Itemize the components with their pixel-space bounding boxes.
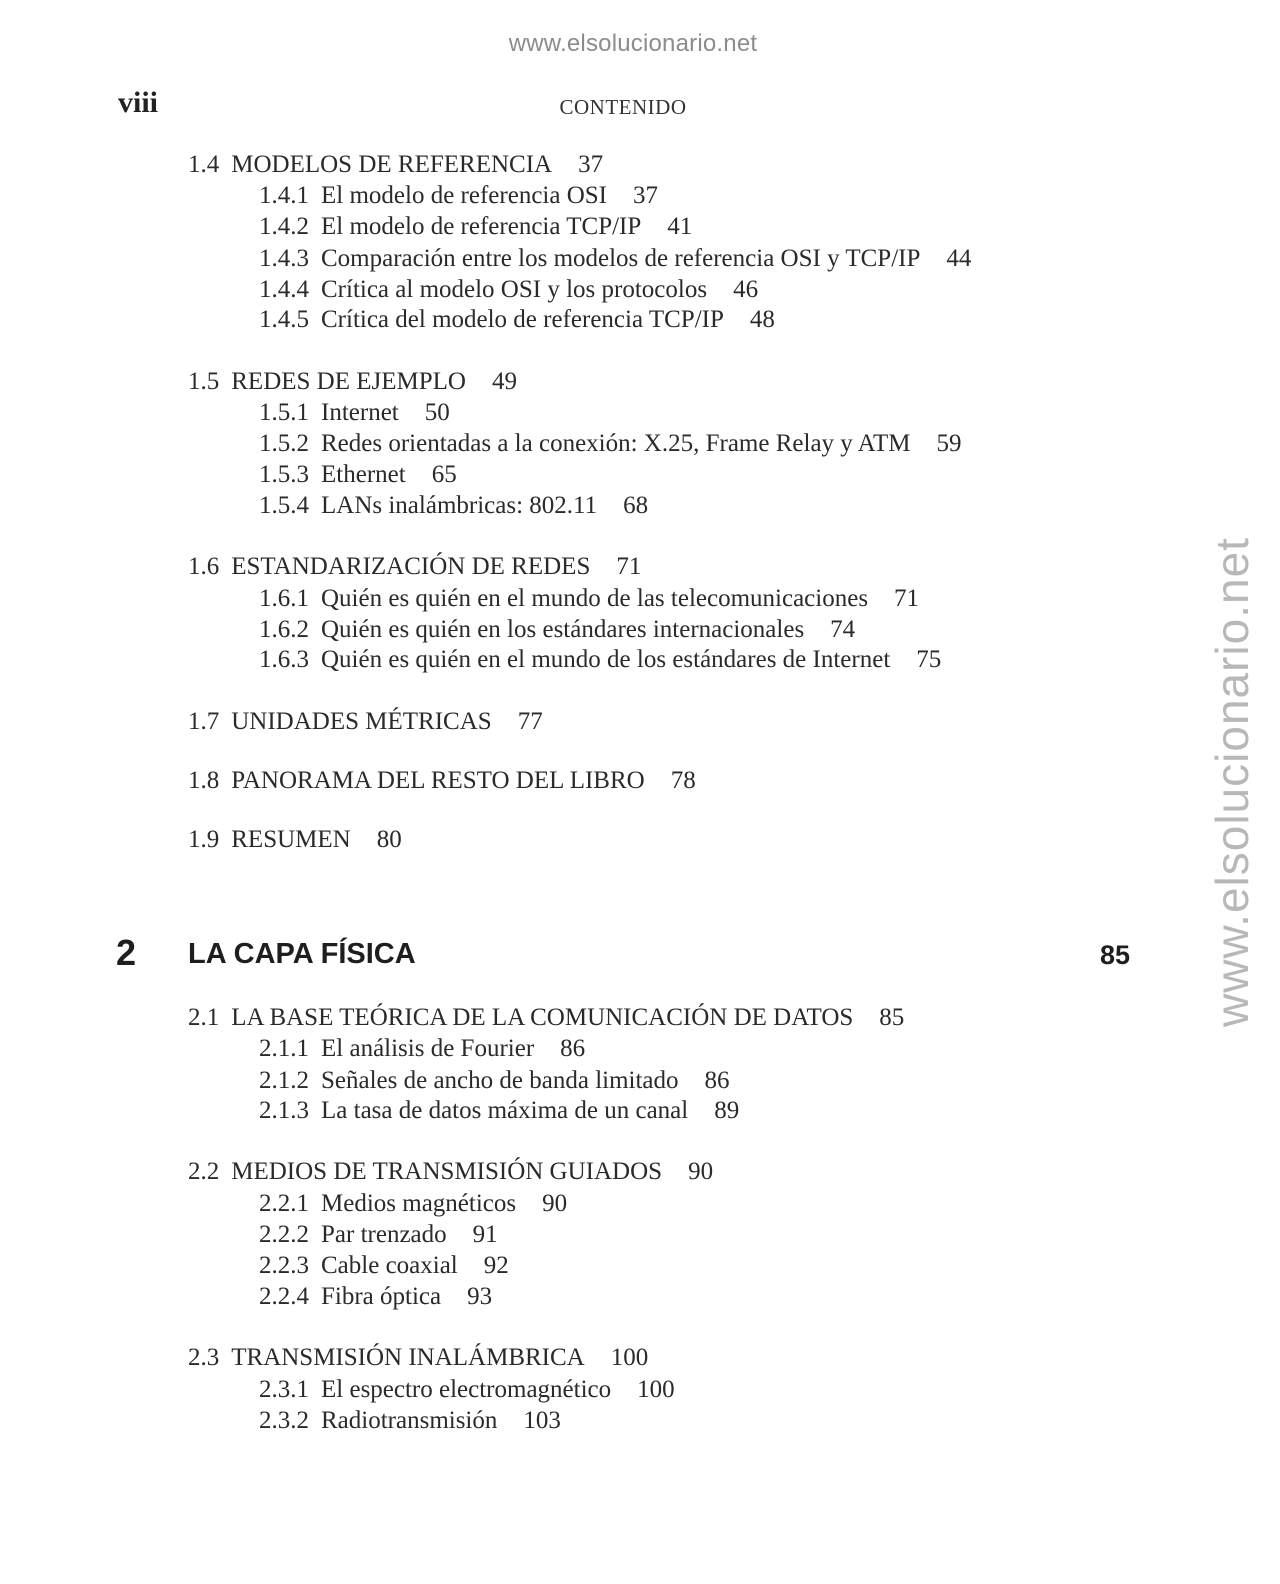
chapter-number: 2 [116,932,137,973]
chapter-title: LA CAPA FÍSICA [188,938,416,970]
chapter-page: 85 [1099,940,1130,970]
subsection-title: Crítica del modelo de referencia TCP/IP [321,306,724,333]
section-page: 90 [688,1158,714,1185]
subsection-page: 68 [623,492,649,519]
section-page: 37 [578,151,604,178]
subsection-number: 1.4.4 [259,276,309,303]
subsection-title: Par trenzado [321,1221,447,1248]
toc-subsection-1-4-3 [259,244,971,274]
section-number: 2.2 [188,1158,220,1185]
toc-section-1-5 [188,367,517,397]
section-number: 1.6 [188,553,220,580]
toc-subsection-2-2-2 [259,1220,498,1250]
subsection-page: 86 [704,1067,730,1094]
subsection-number: 1.5.2 [259,430,309,457]
subsection-title: Ethernet [321,461,406,488]
subsection-number: 2.1.2 [259,1067,309,1094]
subsection-title: Medios magnéticos [321,1190,517,1217]
section-title: TRANSMISIÓN INALÁMBRICA [231,1344,585,1371]
section-page: 71 [616,553,642,580]
toc-subsection-2-1-2 [259,1066,730,1096]
subsection-number: 2.2.4 [259,1283,309,1310]
subsection-title: El modelo de referencia TCP/IP [321,213,642,240]
section-number: 1.7 [188,708,220,735]
subsection-number: 1.5.4 [259,492,309,519]
subsection-number: 1.6.1 [259,585,309,612]
toc-subsection-2-1-1 [259,1034,585,1064]
subsection-page: 44 [946,245,972,272]
section-number: 1.5 [188,368,220,395]
subsection-page: 75 [916,646,942,673]
running-head: CONTENIDO [559,95,687,119]
subsection-title: Quién es quién en los estándares internacionales [321,616,805,643]
subsection-title: Comparación entre los modelos de referencia OSI y TCP/IP [321,245,921,272]
subsection-page: 92 [483,1252,509,1279]
subsection-number: 1.4.3 [259,245,309,272]
subsection-page: 86 [560,1035,586,1062]
section-title: MEDIOS DE TRANSMISIÓN GUIADOS [231,1158,663,1185]
toc-subsection-1-5-1 [259,398,450,428]
page-number: viii [118,86,159,119]
section-title: RESUMEN [231,826,351,853]
subsection-title: Quién es quién en el mundo de las telecomunicaciones [321,585,869,612]
subsection-title: Radiotransmisión [321,1407,498,1434]
section-title: PANORAMA DEL RESTO DEL LIBRO [231,767,645,794]
subsection-number: 1.6.3 [259,646,309,673]
section-page: 78 [670,767,696,794]
toc-section-1-7 [188,707,543,737]
section-page: 49 [491,368,517,395]
subsection-number: 1.4.5 [259,306,309,333]
toc-section-2-1 [188,1003,904,1033]
section-title: REDES DE EJEMPLO [231,368,466,395]
section-page: 85 [879,1004,905,1031]
section-page: 77 [517,708,543,735]
subsection-number: 2.1.3 [259,1097,309,1124]
toc-section-1-8 [188,766,696,796]
subsection-number: 1.5.3 [259,461,309,488]
subsection-number: 2.3.2 [259,1407,309,1434]
subsection-page: 103 [523,1407,561,1434]
toc-section-1-4 [188,150,603,180]
toc-subsection-1-4-4 [259,275,758,305]
toc-subsection-1-6-2 [259,615,855,645]
subsection-page: 48 [749,306,775,333]
subsection-title: LANs inalámbricas: 802.11 [321,492,598,519]
subsection-title: Fibra óptica [321,1283,442,1310]
subsection-number: 2.2.2 [259,1221,309,1248]
toc-subsection-2-2-4 [259,1282,492,1312]
subsection-title: El análisis de Fourier [321,1035,535,1062]
subsection-title: Quién es quién en el mundo de los estándares de Internet [321,646,891,673]
subsection-number: 2.2.3 [259,1252,309,1279]
subsection-title: La tasa de datos máxima de un canal [321,1097,689,1124]
toc-subsection-1-6-1 [259,584,919,614]
subsection-number: 1.4.2 [259,213,309,240]
section-number: 2.3 [188,1344,220,1371]
toc-subsection-1-4-5 [259,305,775,335]
section-title: UNIDADES MÉTRICAS [231,708,492,735]
toc-section-1-6 [188,552,641,582]
subsection-number: 1.6.2 [259,616,309,643]
section-title: MODELOS DE REFERENCIA [231,151,553,178]
subsection-title: Internet [321,399,399,426]
subsection-page: 37 [633,182,658,209]
toc-subsection-2-2-3 [259,1251,509,1281]
section-number: 1.4 [188,151,220,178]
subsection-page: 74 [830,616,856,643]
toc-subsection-2-3-1 [259,1375,675,1405]
toc-subsection-2-3-2 [259,1406,561,1436]
toc-subsection-2-2-1 [259,1189,567,1219]
section-number: 2.1 [188,1004,220,1031]
subsection-title: Cable coaxial [321,1252,458,1279]
subsection-page: 46 [733,276,759,303]
subsection-number: 2.1.1 [259,1035,309,1062]
subsection-number: 2.3.1 [259,1376,309,1403]
subsection-page: 89 [714,1097,740,1124]
subsection-page: 50 [424,399,450,426]
toc-subsection-1-5-3 [259,460,457,490]
subsection-title: El modelo de referencia OSI [321,182,607,209]
section-number: 1.8 [188,767,220,794]
subsection-page: 90 [542,1190,568,1217]
subsection-number: 2.2.1 [259,1190,309,1217]
toc-section-2-2 [188,1157,713,1187]
subsection-title: El espectro electromagnético [321,1376,612,1403]
watermark-top: www.elsolucionario.net [508,30,758,57]
subsection-title: Redes orientadas a la conexión: X.25, Frame Relay y ATM [321,430,911,457]
subsection-number: 1.5.1 [259,399,309,426]
toc-subsection-1-6-3 [259,645,941,675]
subsection-page: 93 [467,1283,493,1310]
subsection-title: Señales de ancho de banda limitado [321,1067,679,1094]
subsection-title: Crítica al modelo OSI y los protocolos [321,276,708,303]
toc-subsection-1-5-4 [259,491,648,521]
toc-subsection-1-4-2 [259,212,692,242]
toc-subsection-2-1-3 [259,1096,739,1126]
subsection-page: 41 [667,213,693,240]
toc-section-1-9 [188,825,402,855]
section-page: 80 [376,826,402,853]
section-page: 100 [610,1344,649,1371]
section-title: LA BASE TEÓRICA DE LA COMUNICACIÓN DE DATOS [231,1004,854,1031]
subsection-page: 91 [472,1221,498,1248]
subsection-page: 59 [936,430,962,457]
section-title: ESTANDARIZACIÓN DE REDES [231,553,591,580]
subsection-number: 1.4.1 [259,182,309,209]
watermark-side: www.elsolucionario.net [1206,537,1258,1027]
toc-subsection-1-4-1 [259,181,658,211]
toc-section-2-3 [188,1343,648,1373]
section-number: 1.9 [188,826,220,853]
toc-subsection-1-5-2 [259,429,961,459]
subsection-page: 65 [431,461,457,488]
subsection-page: 100 [637,1376,675,1403]
subsection-page: 71 [894,585,920,612]
